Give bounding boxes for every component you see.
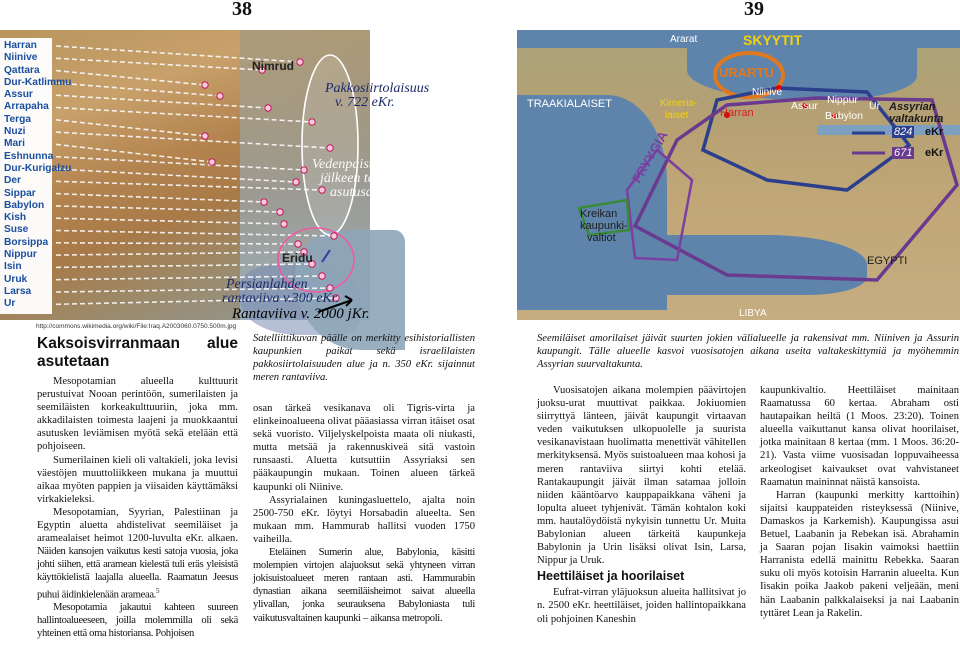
city-connector-line <box>56 252 304 255</box>
label-eridu: Eridu <box>282 251 313 265</box>
city-larsa: Larsa <box>4 285 32 297</box>
city-list <box>0 38 72 314</box>
city-uruk: Uruk <box>4 273 28 285</box>
city-dur-kurigalzu: Dur-Kurigalzu <box>4 162 72 174</box>
city-connector-line <box>56 108 312 123</box>
city-borsippa: Borsippa <box>4 236 49 248</box>
city-sippar: Sippar <box>4 187 36 199</box>
label-fryygia: FRYYGIA <box>629 128 671 186</box>
city-suse: Suse <box>4 224 29 236</box>
city-dot <box>309 119 315 125</box>
city-isin: Isin <box>4 261 22 273</box>
city-connector-line <box>56 95 268 108</box>
city-der: Der <box>4 175 21 187</box>
col1-paragraph-3b: Näiden kansojen vaikutus kesti satoja vuosia, joka johti siihen, että aramean kielestä tuli eräs yleisistä käyttökielistä laajalla alueella. Raamatun Jeesus puhui äidinkielenään arameaa. <box>37 546 238 601</box>
label-kreikan-3: valtiot <box>587 232 616 244</box>
eridu-arrow <box>322 250 330 262</box>
label-gulf-2: rantaviiva v.300 eKr. <box>222 291 340 306</box>
col1-paragraph-2: Sumerilainen kieli oli valtakieli, joka levisi väestöjen muuttoliikkeen mukana ja muuttui aikaa myöten pappien ja viisaiden käyttämäksi virkakieleksi. <box>37 454 238 505</box>
city-connector-line <box>56 264 312 267</box>
label-ekr-671: eKr <box>925 147 944 159</box>
col3-paragraph-2: Eufrat-virran yläjuoksun alueita hallitsivat jo n. 2500 eKr. heettiläiset, joiden hallintopaikkana oli pohjoinen Kaneshin <box>537 587 746 625</box>
near-east-political-map <box>517 30 960 320</box>
label-year-671: 671 <box>894 147 913 159</box>
col1-paragraph-1: Mesopotamian alueella kulttuurit perustuivat Nooan perintöön, sumerilaisten ja seemiläisten korkeakulttuuriin, joka mm. akkadilaisten toimesta laajeni ja muokkaantui asutusken leviämisen myötä sekä etelään että pohjoiseen. <box>37 376 238 453</box>
label-egypti: EGYPTI <box>867 255 908 267</box>
city-connector-line <box>56 218 284 224</box>
city-dot <box>319 187 325 193</box>
col1-paragraph-3a: Mesopotamian, Syyrian, Palestiinan ja Egyptin aluetta ahdistelivat seemiläiset ja aramealaiset heimot 1200-luvulta eKr. alkaen. <box>37 506 238 545</box>
city-connector-line <box>56 71 205 85</box>
city-nuzi: Nuzi <box>4 126 26 138</box>
col1-paragraph-3 <box>37 506 238 601</box>
label-exile-1: Pakkosiirtolaisuus <box>325 81 430 96</box>
col4-paragraph-1: kaupunkivaltio. Heettiläiset mainitaan Raamatussa 60 kertaa. Abraham osti hautapaikan heiltä (1 Moos. 23:20). Toinen alueella vaikuttanut kansa olivat hoorilaiset, jotka mainitaan 8 kertaa (mm. 1 Moos. 36:20-21). Vasta viime vuosisadan loppuvaiheessa arkeologiset kaivaukset ovat vahvistaneet Raamatun maininnat näistä kansoista. <box>760 385 959 488</box>
label-gulf-1: Persianlahden <box>226 277 308 292</box>
col1-paragraph-4: Mesopotamia jakautui kahteen suureen hallintoalueeseen, joilla molemmilla oli sekä yhteinen että oma historiansa. Pohjoisen <box>37 602 238 640</box>
city-dur-katlimmu: Dur-Katlimmu <box>4 76 72 88</box>
city-dot <box>277 209 283 215</box>
city-dot <box>202 133 208 139</box>
text-column-2 <box>253 402 475 625</box>
city-ur: Ur <box>4 298 16 310</box>
label-kimmerialaiset-2: laiset <box>665 110 689 121</box>
right-map-caption: Seemiläiset amorilaiset jäivät suurten jokien välialueelle ja rakensivat mm. Niiniven ja Assurin kaupungit. Tälle alueelle kasvoi vuosisatojen aikana useita valtakeskittymiä ja myöhemmin Assyrian suurvaltakunta. <box>537 333 959 371</box>
text-column-4 <box>760 384 959 620</box>
city-dot <box>297 59 303 65</box>
label-skyytit: SKYYTIT <box>743 32 803 48</box>
city-dot <box>265 105 271 111</box>
col2-paragraph-2: Assyrialainen kuningasluettelo, ajalta noin 2500-750 eKr. löytyi Horsabadin alueelta. Sen mukaan mm. Hammurab hallitsi vuoden 1750 vaiheilla. <box>253 494 475 545</box>
city-eshnunna: Eshnunna <box>4 150 54 162</box>
city-dot <box>295 241 301 247</box>
city-dot <box>331 233 337 239</box>
city-dot <box>293 179 299 185</box>
mesopotamia-satellite-map <box>0 30 430 322</box>
label-harran: Harran <box>720 107 754 119</box>
city-connector-line <box>56 144 212 162</box>
page-number-right: 39 <box>744 0 764 20</box>
label-year-824: 824 <box>894 126 913 138</box>
city-lines-overlay <box>0 30 370 320</box>
col4-paragraph-2: Harran (kaupunki merkitty karttoihin) sijaitsi kauppateiden risteyksessä (Niinive, Damaskos ja Karkemish). Kaupungissa asui Betuel, Laabanin ja Rebekan isä. Abrahamin ja Saaran pojan Iisakin vaimoksi haettiin Harranista edellä mainittu Rebekka. Saaran suku oli myös kotoisin Harranin alueelta. Kun Iisakin poika Jaakob pakeni veljeään, meni hän Laabanin palkkalaiseksi ja nai Laabanin tyttäret Lean ja Rakelin. <box>760 489 959 619</box>
city-dot <box>217 93 223 99</box>
city-connector-line <box>56 206 280 212</box>
label-niinive: Niinive <box>752 87 783 98</box>
city-qattara: Qattara <box>4 64 40 76</box>
city-dot <box>281 221 287 227</box>
city-dot <box>209 159 215 165</box>
label-ekr-824: eKr <box>925 126 944 138</box>
text-column-1 <box>37 335 238 640</box>
city-connector-line <box>56 243 298 244</box>
city-mari: Mari <box>4 138 25 150</box>
label-urartu: URARTU <box>719 65 774 80</box>
label-ararat: Ararat <box>670 34 698 45</box>
label-assur: Assur <box>791 100 818 112</box>
col2-paragraph-3: Eteläinen Sumerin alue, Babylonia, käsitti molempien virtojen alajuoksut sekä yhtyneen virran jokisuistoalueet meren rantaan asti. Hammurabin dynastian aikana seemiläisheimot saivat alueella ylivallan, jonka seurauksena Babyloniasta tuli vaikutusvaltainen kaupunki – aikansa metropoli. <box>253 547 475 624</box>
label-nimrud: Nimrud <box>252 59 294 73</box>
left-map-caption: Satelliittikuvan päälle on merkitty esihistoriallisten kaupunkien paikat sekä israelilaisten pakkosiirtolaisuuden alue ja n. 350 eKr. sijainnut meren rantaviiva. <box>253 333 475 384</box>
city-connector-line <box>56 194 264 202</box>
label-coastline: Rantaviiva v. 2000 jKr. <box>232 306 370 322</box>
col2-paragraph-1: osan tärkeä vesikanava oli Tigris-virta ja elinkeinoalueena olivat pääasiassa virran itäiset osat sekä vuoristo. Viljelyskelpoista maata oli niukasti, mutta metsää ja rakennuskiveä sitä vastoin runsaasti. Aluetta kutsuttiin Assyriaksi sen pääkaupungin mukaan. Toinen alueen tärkeä kaupunki oli Niinive. <box>253 403 475 493</box>
label-kimmerialaiset-1: Kimeria- <box>660 98 698 109</box>
city-harran: Harran <box>4 40 37 51</box>
page-number-left: 38 <box>232 0 252 20</box>
label-exile-2: v. 722 eKr. <box>335 95 395 110</box>
city-connector-line <box>56 169 296 182</box>
label-assyrian-2: valtakunta <box>889 113 944 125</box>
city-connector-line <box>56 181 322 190</box>
city-babylon: Babylon <box>4 199 45 211</box>
footnote-ref: 5 <box>155 586 160 595</box>
city-terga: Terga <box>4 113 31 125</box>
city-dot <box>301 167 307 173</box>
label-kreikan-1: Kreikan <box>580 208 618 220</box>
section-heading-asutetaan: Kaksoisvirranmaan alue asutetaan <box>37 335 238 370</box>
label-babylon: Babylon <box>825 110 863 122</box>
map-source-url: http://commons.wikimedia.org/wiki/File:Iraq.A2003060.0750.500m.jpg <box>36 323 237 330</box>
city-kish: Kish <box>4 212 27 224</box>
city-connector-line <box>56 120 205 136</box>
city-dot <box>327 145 333 151</box>
city-dot <box>202 82 208 88</box>
label-assyrian-1: Assyrian <box>889 101 936 113</box>
label-traakialaiset: TRAAKIALAISET <box>527 98 612 110</box>
label-ur: Ur <box>869 100 881 112</box>
city-connector-line <box>56 58 262 70</box>
label-kreikan-2: kaupunki- <box>580 220 628 232</box>
label-flood-3: asutusalueet <box>330 185 400 200</box>
label-nippur: Nippur <box>827 94 858 106</box>
section-heading-heettilaiset: Heettiläiset ja hoorilaiset <box>537 569 685 584</box>
label-libya: LIBYA <box>739 308 767 319</box>
col3-paragraph-1: Vuosisatojen aikana molempien päävirtojen juoksu-urat muuttivat paikkaa. Jokiuomien siirryttyä länteen, jäivät kaupungit virtaavan veden vaikutuksen ulkopuolelle ja suurista vesikanavistaan huolimatta menettivät vähitellen merkityksensä. Myös suistoalueen maa kohosi ja meren rantaviiva siirtyi kohti etelää. Rantakaupungit jäivät ilman satamaa jolloin niiden kääntöarvo kauppapaikkana väheni ja lopulta alueet tyhjenivät. Tämän kohtalon koki mm. hautalöydöistä nykyisin tunnettu Ur. Muita Babylonian alueen tärkeitä kaupunkeja Babylonin ja Urin lisäksi olivat Isin, Larsa, Nippur ja Uruk. <box>537 385 746 567</box>
city-nippur: Nippur <box>4 249 37 261</box>
city-assur: Assur <box>4 89 33 101</box>
label-flood-2: jälkeen tärkeät <box>320 171 404 186</box>
label-flood-1: Vedenpaisumuksen <box>312 157 418 172</box>
city-niinive: Niinive <box>4 52 38 64</box>
city-dot <box>319 273 325 279</box>
city-arrapaha: Arrapaha <box>4 101 49 113</box>
text-column-3 <box>537 384 746 626</box>
city-dot <box>261 199 267 205</box>
